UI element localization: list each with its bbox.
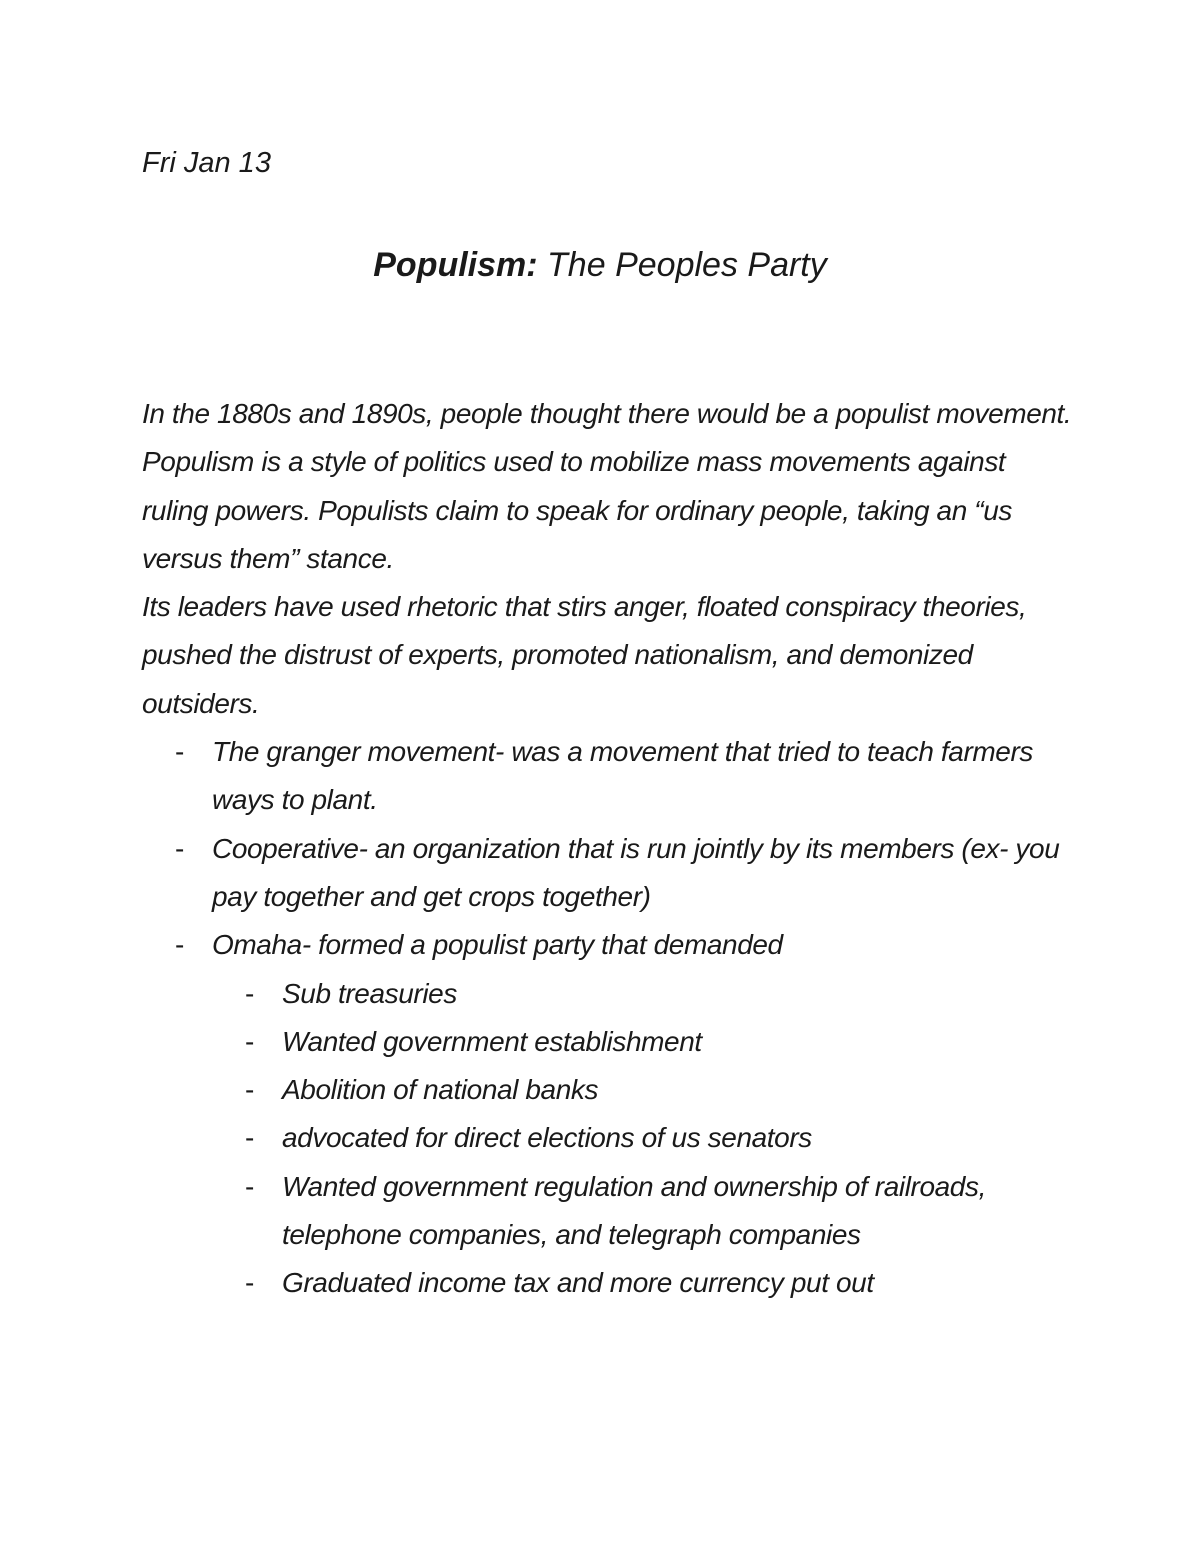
note-date: Fri Jan 13 — [142, 147, 271, 179]
list-item — [142, 825, 1072, 922]
document-body — [142, 390, 1072, 1308]
sub-list-item — [142, 1018, 1072, 1066]
list-item — [142, 728, 1072, 825]
sub-list-item — [142, 1163, 1072, 1260]
sub-list-item — [142, 1259, 1072, 1307]
bullet-dash: - — [245, 1074, 254, 1106]
sub-list-item-text: Graduated income tax and more currency put out — [282, 1267, 874, 1299]
bullet-dash: - — [245, 1170, 254, 1202]
sub-list-item-text: Wanted government regulation and ownership of railroads, telephone companies, and telegraph companies — [282, 1170, 986, 1251]
bullet-dash: - — [175, 929, 184, 961]
bullet-dash: - — [245, 977, 254, 1009]
list-item-text: Cooperative- an organization that is run jointly by its members (ex- you pay together and get crops together) — [212, 832, 1060, 912]
bullet-dash: - — [245, 1267, 254, 1299]
bullet-list — [142, 728, 1072, 1308]
page-title — [0, 242, 1200, 288]
paragraph: Populism is a style of politics used to mobilize mass movements against ruling powers. Populists claim to speak for ordinary people, taking an “us versus them” stance. — [142, 446, 1012, 574]
bullet-dash: - — [175, 736, 184, 768]
title-rest: The Peoples Party — [537, 246, 827, 284]
bullet-dash: - — [175, 832, 184, 864]
paragraph: In the 1880s and 1890s, people thought there would be a populist movement. — [142, 398, 1072, 429]
sub-bullet-list — [212, 970, 1072, 1308]
sub-list-item — [142, 1066, 1072, 1114]
list-item-text: The granger movement- was a movement that tried to teach farmers ways to plant. — [212, 736, 1033, 816]
paragraph: Its leaders have used rhetoric that stirs anger, floated conspiracy theories, pushed the distrust of experts, promoted nationalism, and demonized outsiders. — [142, 591, 1027, 719]
bullet-dash: - — [245, 1025, 254, 1057]
sub-list-item — [142, 970, 1072, 1018]
bullet-dash: - — [245, 1122, 254, 1154]
list-item-text: Omaha- formed a populist party that demanded — [212, 929, 783, 961]
title-bold-part: Populism: — [373, 246, 538, 284]
sub-list-item-text: advocated for direct elections of us senators — [282, 1122, 812, 1154]
sub-list-item-text: Sub treasuries — [282, 977, 457, 1009]
sub-list-item — [142, 1114, 1072, 1162]
sub-list-item-text: Wanted government establishment — [282, 1025, 702, 1057]
list-item — [142, 921, 1072, 1307]
sub-list-item-text: Abolition of national banks — [282, 1074, 599, 1106]
